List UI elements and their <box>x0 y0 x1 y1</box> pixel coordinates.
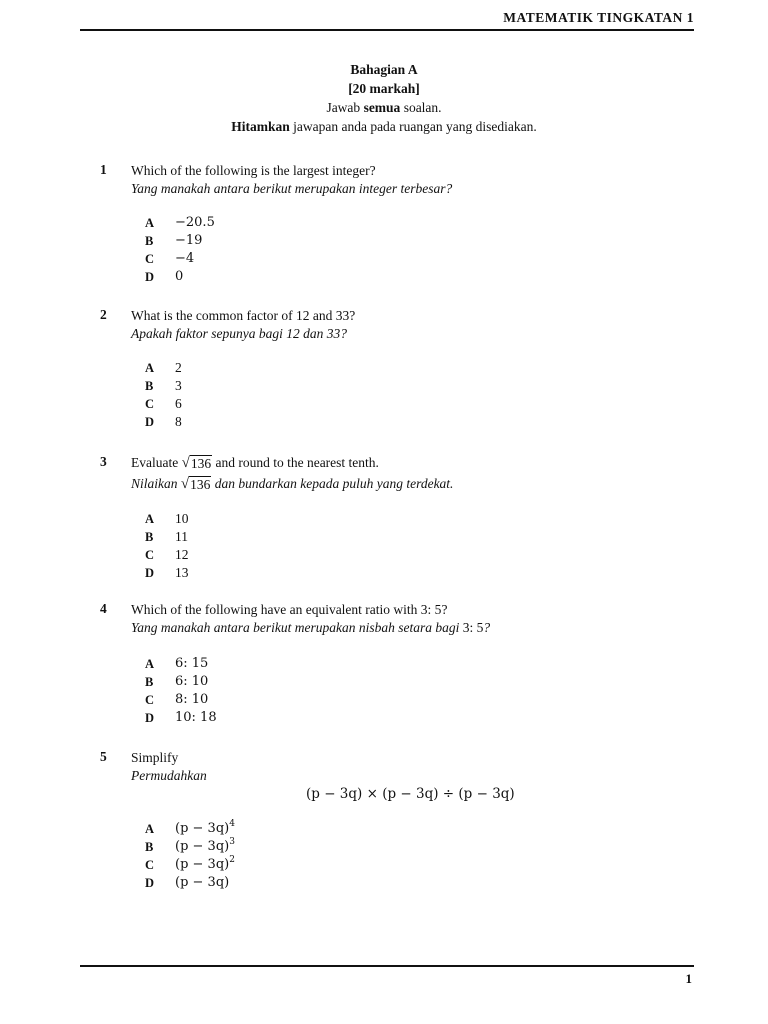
option-d[interactable] <box>145 268 215 286</box>
ratio: 3: 5 <box>420 602 442 617</box>
option-a[interactable] <box>145 214 215 232</box>
option-value: 8 <box>175 414 182 429</box>
option-value: −19 <box>175 233 203 248</box>
option-base: (p − 3q) <box>175 821 230 836</box>
option-letter: D <box>145 711 155 725</box>
option-letter: B <box>145 675 154 689</box>
option-c[interactable] <box>145 395 182 413</box>
option-a[interactable] <box>145 655 217 673</box>
radicand: 136 <box>190 456 212 471</box>
option-value <box>175 874 229 892</box>
radicand: 136 <box>190 477 211 492</box>
option-exponent: 4 <box>229 819 235 829</box>
question-text-en <box>131 454 453 472</box>
instruction-2-post: jawapan anda pada ruangan yang disediakan. <box>289 119 537 134</box>
instruction-1-bold: semua <box>363 100 401 115</box>
section-heading <box>0 60 768 136</box>
option-letter: C <box>145 397 155 411</box>
instruction-2-bold: Hitamkan <box>231 119 290 134</box>
option-value: 12 <box>175 547 189 562</box>
header-rule <box>80 29 694 31</box>
square-root <box>181 475 211 493</box>
option-c[interactable] <box>145 856 235 874</box>
text-pre: Evaluate <box>131 455 182 470</box>
option-value: 3 <box>175 378 182 393</box>
question-text <box>131 454 453 493</box>
question-text-my: Permudahkan <box>131 768 207 783</box>
option-b[interactable] <box>145 528 189 546</box>
option-letter: C <box>145 858 155 872</box>
option-letter: B <box>145 840 154 854</box>
option-a[interactable] <box>145 820 235 838</box>
option-b[interactable] <box>145 673 217 691</box>
option-value: 6 <box>175 396 182 411</box>
question-text-my: Apakah faktor sepunya bagi 12 dan 33? <box>131 326 347 341</box>
option-exponent: 2 <box>229 855 235 865</box>
radical-sign: √ <box>181 455 190 471</box>
text-post: ? <box>441 602 448 617</box>
text-post: and round to the nearest tenth. <box>212 455 379 470</box>
question-number: 1 <box>100 162 107 177</box>
text-post: ? <box>483 620 491 635</box>
question-text-en: Simplify <box>131 750 179 765</box>
option-c[interactable] <box>145 250 215 268</box>
footer-rule <box>80 965 694 967</box>
option-a[interactable] <box>145 359 182 377</box>
option-letter: A <box>145 822 155 836</box>
option-letter: A <box>145 657 155 671</box>
text-pre: Which of the following have an equivalent ratio with <box>131 602 421 617</box>
option-b[interactable] <box>145 377 182 395</box>
options-list <box>145 359 182 431</box>
option-letter: B <box>145 530 154 544</box>
options-list <box>145 655 217 727</box>
ratio: 3: 5 <box>462 620 484 635</box>
option-value: 11 <box>175 529 188 544</box>
option-b[interactable] <box>145 232 215 250</box>
text-post: dan bundarkan kepada puluh yang terdekat. <box>211 476 454 491</box>
options-list <box>145 820 235 892</box>
option-letter: D <box>145 415 155 429</box>
page-number: 1 <box>685 971 692 986</box>
question-text-my <box>131 475 453 493</box>
option-d[interactable] <box>145 709 217 727</box>
option-letter: C <box>145 693 155 707</box>
option-exponent: 3 <box>229 837 235 847</box>
radical-sign: √ <box>180 476 190 492</box>
option-value <box>175 838 235 856</box>
instruction-2 <box>0 117 768 136</box>
options-list <box>145 214 215 286</box>
question-text <box>131 601 490 637</box>
expression: (p − 3q) × (p − 3q) ÷ (p − 3q) <box>306 786 515 802</box>
question-number: 4 <box>100 601 107 616</box>
option-value: 10: 18 <box>175 710 217 725</box>
header-title: MATEMATIK TINGKATAN 1 <box>503 10 694 25</box>
option-letter: A <box>145 216 155 230</box>
option-d[interactable] <box>145 874 235 892</box>
question-text-my <box>131 619 490 637</box>
option-letter: D <box>145 876 155 890</box>
option-base: (p − 3q) <box>175 839 230 854</box>
question-text <box>131 749 207 785</box>
option-base: (p − 3q) <box>175 857 230 872</box>
option-value: 10 <box>175 511 189 526</box>
option-value: −20.5 <box>175 215 215 230</box>
option-value: 2 <box>175 360 182 375</box>
text-pre: Yang manakah antara berikut merupakan nisbah setara bagi <box>131 620 463 635</box>
instruction-1-post: soalan. <box>400 100 442 115</box>
option-value: 6: 15 <box>175 656 209 671</box>
option-letter: A <box>145 512 155 526</box>
option-letter: A <box>145 361 155 375</box>
text-pre: Nilaikan <box>131 476 181 491</box>
question-text <box>131 162 452 198</box>
option-letter: B <box>145 234 154 248</box>
section-title: Bahagian A <box>350 62 418 77</box>
question-text-en <box>131 601 490 619</box>
option-value <box>175 820 235 838</box>
question-text <box>131 307 355 343</box>
instruction-1 <box>0 98 768 117</box>
option-value: 6: 10 <box>175 674 209 689</box>
option-letter: C <box>145 548 155 562</box>
option-value <box>175 856 235 874</box>
square-root <box>182 454 212 472</box>
options-list <box>145 510 189 582</box>
option-c[interactable] <box>145 691 217 709</box>
option-value: 0 <box>175 269 184 284</box>
option-b[interactable] <box>145 838 235 856</box>
question-number: 5 <box>100 749 107 764</box>
question-number: 3 <box>100 454 107 469</box>
option-letter: D <box>145 566 155 580</box>
instruction-1-pre: Jawab <box>326 100 364 115</box>
option-d[interactable] <box>145 564 189 582</box>
question-text-my: Yang manakah antara berikut merupakan integer terbesar? <box>131 181 453 196</box>
option-value: 8: 10 <box>175 692 209 707</box>
option-a[interactable] <box>145 510 189 528</box>
question-text-en: What is the common factor of 12 and 33? <box>131 308 356 323</box>
option-c[interactable] <box>145 546 189 564</box>
question-text-en: Which of the following is the largest integer? <box>131 163 376 178</box>
option-value: −4 <box>175 251 195 266</box>
option-base: (p − 3q) <box>175 875 230 890</box>
question-number: 2 <box>100 307 107 322</box>
section-marks: [20 markah] <box>348 81 420 96</box>
option-value: 13 <box>175 565 189 580</box>
option-letter: B <box>145 379 154 393</box>
option-d[interactable] <box>145 413 182 431</box>
option-letter: C <box>145 252 155 266</box>
option-letter: D <box>145 270 155 284</box>
